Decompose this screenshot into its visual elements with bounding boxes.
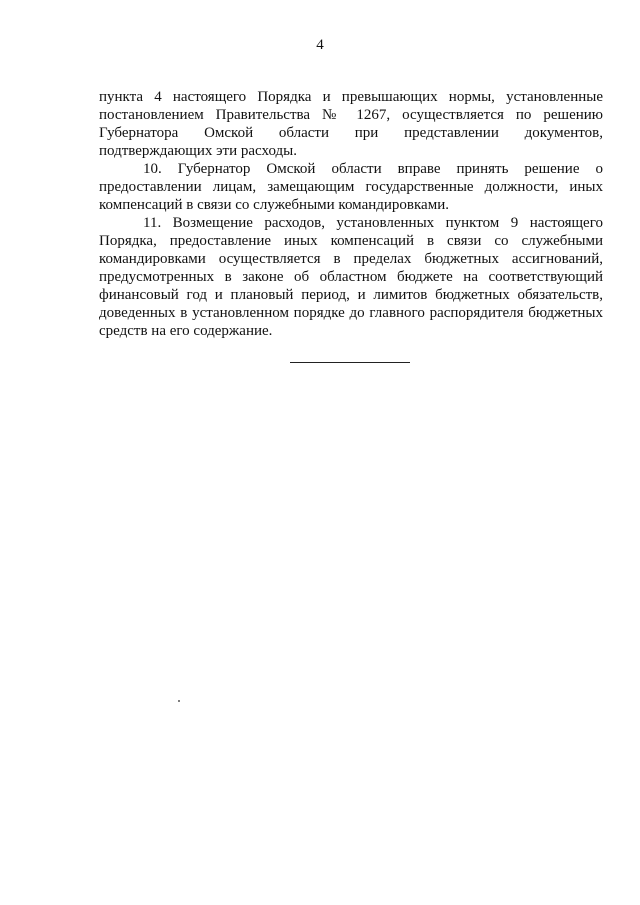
paragraph-10: 10. Губернатор Омской области вправе принять решение о предоставлении лицам, замещающим государственные должности, иных компенсаций в связи со служебными командировками. [99,161,603,213]
page-number: 4 [316,37,324,53]
end-of-document-line [290,362,410,363]
paragraph-continuation: пункта 4 настоящего Порядка и превышающих нормы, установленные постановлением Правительства № 1267, осуществляется по решению Губернатора Омской области при представлении документов, подтверждающих эти расходы. [99,89,603,159]
document-body [99,88,603,340]
paragraph-11: 11. Возмещение расходов, установленных пунктом 9 настоящего Порядка, предоставление иных компенсаций в связи со служебными командировками осуществляется в пределах бюджетных ассигнований, предусмотренных в законе об областном бюджете на соответствующий финансовый год и плановый период, и лимитов бюджетных обязательств, доведенных в установленном порядке до главного распорядителя бюджетных средств на его содержание. [99,215,603,339]
scan-speck [178,700,180,702]
